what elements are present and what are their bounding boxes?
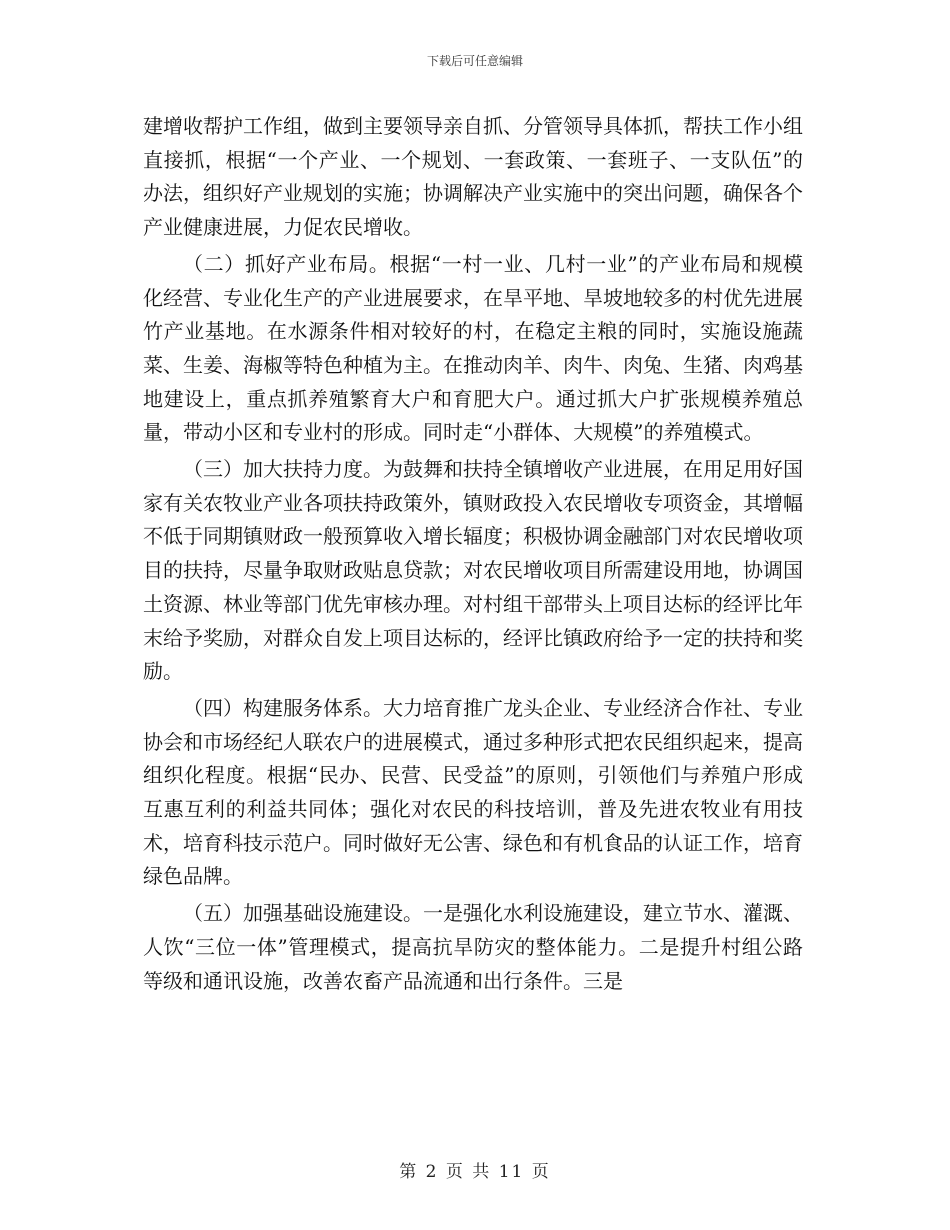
paragraph-support: （三）加大扶持力度。为鼓舞和扶持全镇增收产业进展，在用足用好国家有关农牧业产业各项扶持政策外，镇财政投入农民增收专项资金，其增幅不低于同期镇财政一般预算收入增长辐度；积极协调金融部门对农民增收项目的扶持，尽量争取财政贴息贷款；对农民增收项目所需建设用地，协调国土资源、林业等部门优先审核办理。对村组干部带头上项目达标的经评比年末给予奖励，对群众自发上项目达标的，经评比镇政府给予一定的扶持和奖励。: [143, 457, 803, 684]
paragraph-continuation: 建增收帮护工作组，做到主要领导亲自抓、分管领导具体抓，帮扶工作小组直接抓，根据“一个产业、一个规划、一套政策、一套班子、一支队伍”的办法，组织好产业规划的实施；协调解决产业实施中的突出问题，确保各个产业健康进展，力促农民增收。: [143, 114, 803, 240]
document-body: [143, 110, 803, 1001]
page-header: 下载后可任意编辑: [426, 54, 523, 68]
paragraph-service-system: （四）构建服务体系。大力培育推广龙头企业、专业经济合作社、专业协会和市场经纪人联农户的进展模式，通过多种形式把农民组织起来，提高组织化程度。根据“民办、民营、民受益”的原则，引领他们与养殖户形成互惠互利的利益共同体；强化对农民的科技培训，普及先进农牧业有用技术，培育科技示范户。同时做好无公害、绿色和有机食品的认证工作，培育绿色品牌。: [143, 695, 803, 889]
page-number: 第 2 页 共 11 页: [399, 1162, 551, 1182]
paragraph-industry-layout: （二）抓好产业布局。根据“一村一业、几村一业”的产业布局和规模化经营、专业化生产的产业进展要求，在旱平地、旱坡地较多的村优先进展竹产业基地。在水源条件相对较好的村，在稳定主粮的同时，实施设施蔬菜、生姜、海椒等特色种植为主。在推动肉羊、肉牛、肉兔、生猪、肉鸡基地建设上，重点抓养殖繁育大户和育肥大户。通过抓大户扩张规模养殖总量，带动小区和专业村的形成。同时走“小群体、大规模”的养殖模式。: [143, 251, 803, 445]
paragraph-infrastructure: （五）加强基础设施建设。一是强化水利设施建设，建立节水、灌溉、人饮“三位一体”管理模式，提高抗旱防灾的整体能力。二是提升村组公路等级和通讯设施，改善农畜产品流通和出行条件。三是: [143, 901, 803, 993]
